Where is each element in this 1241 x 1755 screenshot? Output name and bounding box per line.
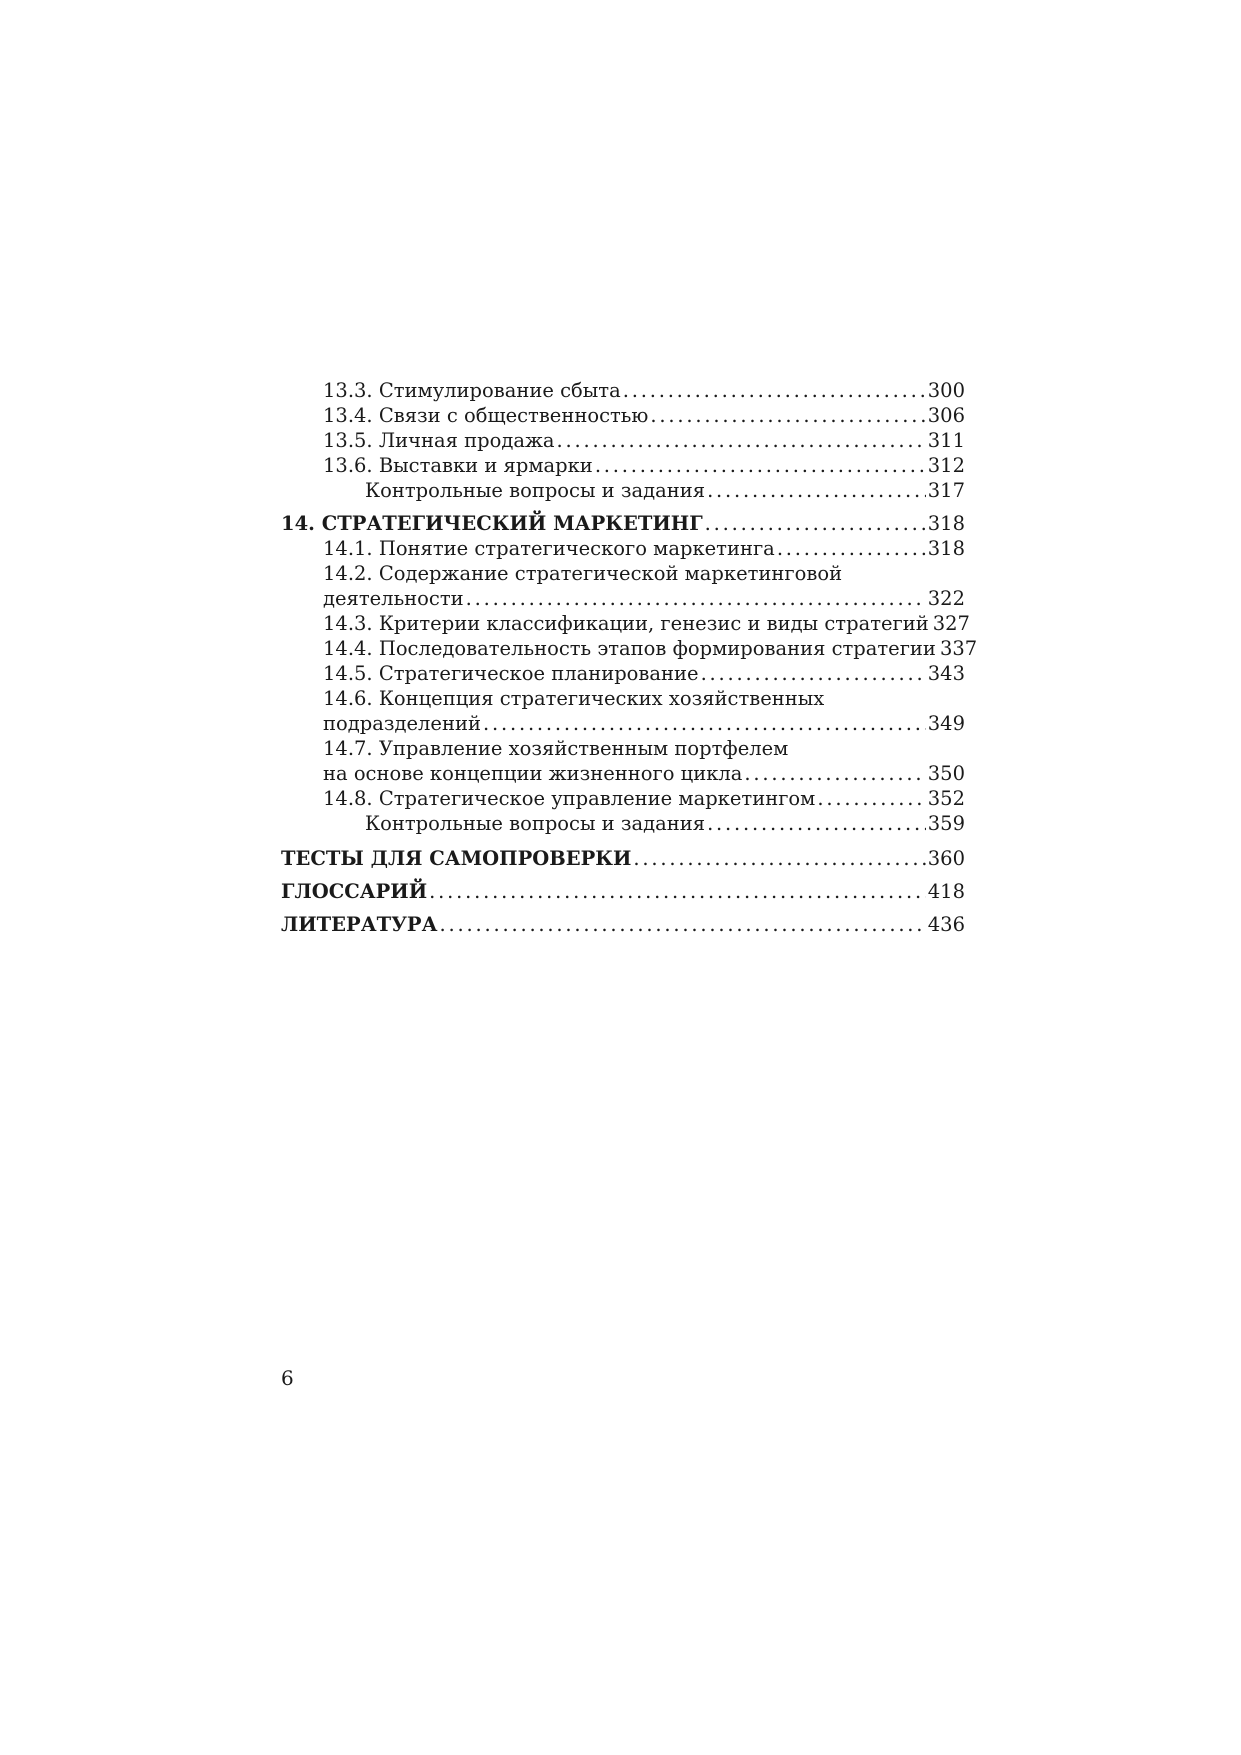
toc-dot-leader <box>439 912 925 937</box>
toc-entry-title: ТЕСТЫ ДЛЯ САМОПРОВЕРКИ <box>281 847 632 870</box>
toc-entry-continuation[interactable] <box>281 761 965 786</box>
toc-entry[interactable] <box>281 811 965 836</box>
toc-entry[interactable] <box>281 636 978 661</box>
toc-entry-title: 13.4. Связи с общественностью <box>323 404 649 427</box>
toc-entry-title: 14.7. Управление хозяйственным портфелем <box>323 737 789 760</box>
toc-entry-page: 350 <box>927 762 965 785</box>
toc-dot-leader <box>483 711 926 736</box>
toc-entry[interactable] <box>281 736 965 761</box>
toc-entry[interactable] <box>281 611 970 636</box>
toc-entry-title: деятельности <box>323 587 464 610</box>
toc-entry-continuation[interactable] <box>281 586 965 611</box>
toc-entry[interactable] <box>281 428 965 453</box>
toc-dot-leader <box>595 453 926 478</box>
toc-dot-leader <box>817 786 925 811</box>
toc-entry-page: 337 <box>939 637 978 660</box>
toc-entry[interactable] <box>281 478 965 503</box>
toc-entry[interactable] <box>281 536 965 561</box>
toc-dot-leader <box>707 478 926 503</box>
toc-entry-page: 359 <box>927 812 965 835</box>
toc-entry-title: на основе концепции жизненного цикла <box>323 762 743 785</box>
toc-entry-page: 312 <box>927 454 965 477</box>
toc-dot-leader <box>650 403 925 428</box>
toc-chapter-entry[interactable] <box>281 879 965 904</box>
toc-entry-page: 327 <box>932 612 970 635</box>
toc-entry-title: 14.6. Концепция стратегических хозяйственных <box>323 687 825 710</box>
page-number: 6 <box>281 1366 294 1390</box>
toc-dot-leader <box>429 879 926 904</box>
toc-entry-page: 343 <box>927 662 965 685</box>
toc-entry[interactable] <box>281 661 965 686</box>
toc-entry-page: 360 <box>927 847 965 870</box>
toc-entry-page: 317 <box>927 479 965 502</box>
toc-entry-page: 352 <box>927 787 965 810</box>
toc-entry-continuation[interactable] <box>281 711 965 736</box>
toc-entry[interactable] <box>281 561 965 586</box>
toc-entry-title: 13.6. Выставки и ярмарки <box>323 454 593 477</box>
toc-dot-leader <box>701 661 926 686</box>
toc-entry-page: 349 <box>927 712 965 735</box>
toc-dot-leader <box>623 378 926 403</box>
toc-entry-title: подразделений <box>323 712 481 735</box>
toc-entry-page: 311 <box>927 429 965 452</box>
toc-entry-title: ЛИТЕРАТУРА <box>281 913 438 936</box>
toc-dot-leader <box>557 428 926 453</box>
toc-dot-leader <box>466 586 926 611</box>
toc-entry-page: 436 <box>927 913 965 936</box>
toc-entry-title: 14.8. Стратегическое управление маркетингом <box>323 787 816 810</box>
toc-entry-title: 14.5. Стратегическое планирование <box>323 662 699 685</box>
toc-entry-page: 318 <box>927 537 965 560</box>
toc-entry-title: Контрольные вопросы и задания <box>365 479 706 502</box>
table-of-contents <box>281 378 978 937</box>
toc-entry[interactable] <box>281 453 965 478</box>
toc-dot-leader <box>777 536 926 561</box>
toc-chapter-entry[interactable] <box>281 511 965 536</box>
toc-entry[interactable] <box>281 786 965 811</box>
toc-dot-leader <box>707 811 926 836</box>
toc-entry-title: Контрольные вопросы и задания <box>365 812 706 835</box>
toc-entry-title: 13.5. Личная продажа <box>323 429 555 452</box>
toc-entry-title: 14. СТРАТЕГИЧЕСКИЙ МАРКЕТИНГ <box>281 512 703 535</box>
toc-entry[interactable] <box>281 686 965 711</box>
toc-entry-page: 322 <box>927 587 965 610</box>
toc-entry-title: 13.3. Стимулирование сбыта <box>323 379 621 402</box>
toc-chapter-entry[interactable] <box>281 846 965 871</box>
toc-entry-page: 300 <box>927 379 965 402</box>
toc-dot-leader <box>744 761 925 786</box>
toc-entry-page: 418 <box>927 880 965 903</box>
toc-entry[interactable] <box>281 403 965 428</box>
toc-entry[interactable] <box>281 378 965 403</box>
toc-entry-title: 14.4. Последовательность этапов формирования стратегии <box>323 637 936 660</box>
toc-entry-page: 306 <box>927 404 965 427</box>
toc-entry-title: 14.3. Критерии классификации, генезис и виды стратегий <box>323 612 929 635</box>
toc-dot-leader <box>633 846 925 871</box>
toc-entry-title: ГЛОССАРИЙ <box>281 880 428 903</box>
toc-entry-title: 14.2. Содержание стратегической маркетинговой <box>323 562 843 585</box>
toc-chapter-entry[interactable] <box>281 912 965 937</box>
toc-entry-page: 318 <box>927 512 965 535</box>
toc-entry-title: 14.1. Понятие стратегического маркетинга <box>323 537 775 560</box>
toc-dot-leader <box>705 511 926 536</box>
